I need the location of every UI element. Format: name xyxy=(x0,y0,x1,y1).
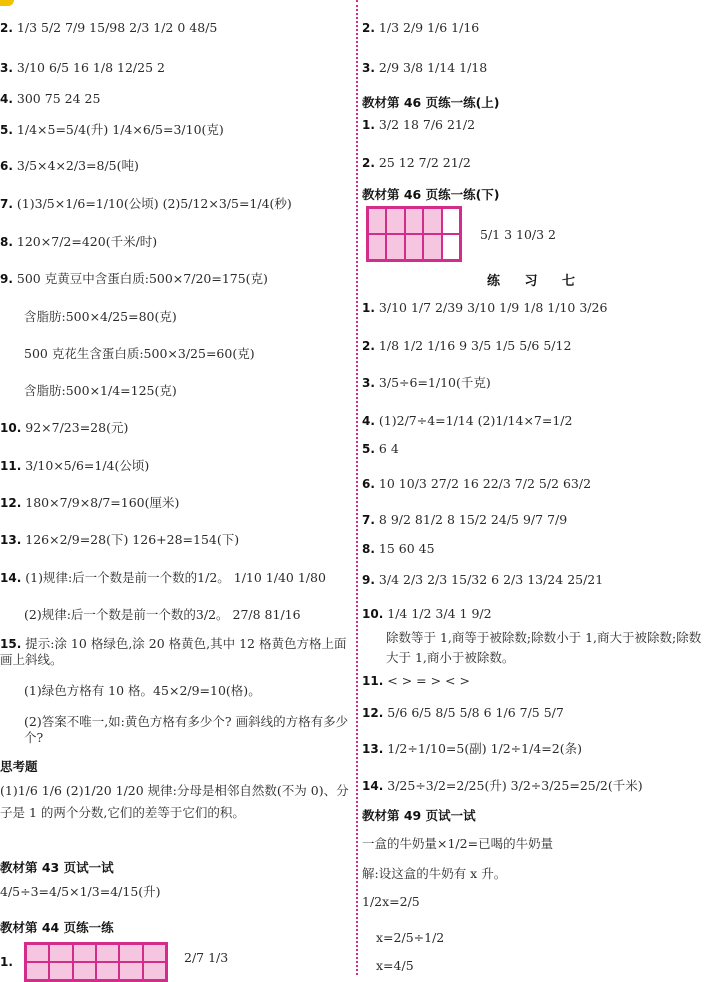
answer-line xyxy=(0,884,352,900)
answer-text: 1/3 2/9 1/6 1/16 xyxy=(378,20,480,35)
answer-text: x=2/5÷1/2 xyxy=(376,930,445,945)
grid-cell xyxy=(26,944,49,962)
answer-text: 3/2 18 7/6 21/2 xyxy=(378,117,476,132)
answer-line xyxy=(0,91,352,107)
section-heading: 思考题 xyxy=(0,759,38,774)
item-number: 8. xyxy=(0,235,13,249)
item-number: 14. xyxy=(362,779,384,793)
answer-text: 2/7 1/3 xyxy=(184,950,229,965)
answer-text: 3/10 6/5 16 1/8 12/25 2 xyxy=(16,60,165,75)
answer-line xyxy=(362,673,710,689)
answer-line xyxy=(362,60,710,76)
item-number: 10. xyxy=(0,421,22,435)
item-number: 4. xyxy=(362,414,375,428)
answer-line xyxy=(362,778,710,794)
answer-line xyxy=(0,271,352,287)
item-number: 2. xyxy=(362,156,375,170)
answer-text: 15 60 45 xyxy=(378,541,435,556)
answer-line xyxy=(24,346,352,362)
answer-text: (1)规律:后一个数是前一个数的1/2。 1/10 1/40 1/80 xyxy=(25,570,326,585)
answer-text: 解:设这盒的牛奶有 x 升。 xyxy=(362,866,507,881)
answer-text: 1/2x=2/5 xyxy=(362,894,420,909)
answer-text: 6 4 xyxy=(378,441,399,456)
answer-line xyxy=(24,607,352,623)
grid-cell xyxy=(423,208,441,234)
answer-line xyxy=(362,338,710,354)
grid-cell xyxy=(143,962,166,980)
grid-cell xyxy=(143,944,166,962)
answer-text: 180×7/9×8/7=160(厘米) xyxy=(25,495,180,510)
answer-line xyxy=(362,541,710,557)
item-number: 7. xyxy=(0,197,13,211)
item-number: 4. xyxy=(0,92,13,106)
section-heading: 教材第 44 页练一练 xyxy=(0,920,114,935)
answer-text: 含脂肪:500×4/25=80(克) xyxy=(24,309,177,324)
answer-text: 25 12 7/2 21/2 xyxy=(378,155,471,170)
answer-text: 5/1 3 10/3 2 xyxy=(480,227,557,242)
grid-cell xyxy=(119,962,142,980)
answer-text: 提示:涂 10 格绿色,涂 20 格黄色,其中 12 格黄色方格上面画上斜线。 xyxy=(0,636,347,667)
answer-line xyxy=(362,20,710,36)
answer-text: 1/4×5=5/4(升) 1/4×6/5=3/10(克) xyxy=(16,122,224,137)
section-heading: 教材第 43 页试一试 xyxy=(0,860,114,875)
answer-line xyxy=(0,495,352,511)
section-heading: 教材第 46 页练一练(下) xyxy=(362,187,500,202)
item-number: 13. xyxy=(0,533,22,547)
answer-text: 1/3 5/2 7/9 15/98 2/3 1/2 0 48/5 xyxy=(16,20,218,35)
answer-line xyxy=(362,572,710,588)
grid-cell xyxy=(368,234,386,260)
answer-line xyxy=(362,705,710,721)
grid-cell xyxy=(386,234,404,260)
item-number: 3. xyxy=(362,61,375,75)
grid-cell xyxy=(49,962,72,980)
section-heading: 教材第 46 页练一练(上) xyxy=(362,95,500,110)
item-number: 2. xyxy=(362,339,375,353)
answer-text: 120×7/2=420(千米/时) xyxy=(16,234,158,249)
answer-text: < > = > < > xyxy=(387,673,470,688)
answer-text: 10 10/3 27/2 16 22/3 7/2 5/2 63/2 xyxy=(378,476,592,491)
item-number: 11. xyxy=(0,459,22,473)
answer-line xyxy=(0,636,352,670)
answer-line xyxy=(24,383,352,399)
grid-cell xyxy=(405,234,423,260)
item-number: 5. xyxy=(362,442,375,456)
grid-cell xyxy=(386,208,404,234)
grid-cell xyxy=(368,208,386,234)
answer-line xyxy=(0,458,352,474)
answer-line xyxy=(362,866,710,882)
answer-text: 3/4 2/3 2/3 15/32 6 2/3 13/24 25/21 xyxy=(378,572,604,587)
exercise-title: 练 习 七 xyxy=(486,274,586,289)
answer-text: (2)规律:后一个数是前一个数的3/2。 27/8 81/16 xyxy=(24,607,301,622)
shaded-grid-figure xyxy=(366,206,462,262)
answer-line xyxy=(362,512,710,528)
answer-line xyxy=(0,20,352,36)
section-heading: 教材第 49 页试一试 xyxy=(362,808,476,823)
answer-text: 3/10×5/6=1/4(公顷) xyxy=(25,458,150,473)
grid-cell xyxy=(73,944,96,962)
answer-text: 92×7/23=28(元) xyxy=(25,420,129,435)
answer-line xyxy=(0,196,352,212)
item-number: 9. xyxy=(0,272,13,286)
answer-line xyxy=(0,780,352,850)
answer-line xyxy=(362,476,710,492)
answer-line xyxy=(0,532,352,548)
answer-line xyxy=(0,122,352,138)
answer-line xyxy=(362,894,710,910)
answer-text: 3/5×4×2/3=8/5(吨) xyxy=(16,158,139,173)
item-number: 9. xyxy=(362,573,375,587)
item-number: 5. xyxy=(0,123,13,137)
answer-text: 除数等于 1,商等于被除数;除数小于 1,商大于被除数;除数大于 1,商小于被除数。 xyxy=(386,630,702,665)
answer-text: 8 9/2 81/2 8 15/2 24/5 9/7 7/9 xyxy=(378,512,568,527)
answer-line xyxy=(0,158,352,174)
answer-line xyxy=(362,836,710,852)
item-number: 6. xyxy=(362,477,375,491)
grid-cell xyxy=(49,944,72,962)
item-number: 12. xyxy=(0,496,22,510)
item-number: 1. xyxy=(362,301,375,315)
answer-text: 500 克花生含蛋白质:500×3/25=60(克) xyxy=(24,346,255,361)
item-number: 14. xyxy=(0,571,22,585)
column-divider xyxy=(356,0,358,975)
item-number: 12. xyxy=(362,706,384,720)
item-number: 7. xyxy=(362,513,375,527)
grid-cell xyxy=(405,208,423,234)
answer-text: (1)绿色方格有 10 格。45×2/9=10(格)。 xyxy=(24,683,261,698)
answer-text: x=4/5 xyxy=(376,958,414,973)
answer-line xyxy=(24,309,352,325)
answer-text: 500 克黄豆中含蛋白质:500×7/20=175(克) xyxy=(16,271,268,286)
answer-line xyxy=(362,413,710,429)
answer-line xyxy=(24,683,352,699)
answer-line xyxy=(362,300,710,316)
answer-line xyxy=(362,117,710,133)
grid-cell xyxy=(26,962,49,980)
answer-line xyxy=(386,628,710,668)
item-number: 10. xyxy=(362,607,384,621)
answer-text: 126×2/9=28(下) 126+28=154(下) xyxy=(25,532,240,547)
answer-text: 一盒的牛奶量×1/2=已喝的牛奶量 xyxy=(362,836,554,851)
answer-text: 3/25÷3/2=2/25(升) 3/2÷3/25=25/2(千米) xyxy=(387,778,643,793)
answer-text: (2)答案不唯一,如:黄色方格有多少个? 画斜线的方格有多少个? xyxy=(24,714,349,745)
answer-text: 1/8 1/2 1/16 9 3/5 1/5 5/6 5/12 xyxy=(378,338,572,353)
item-number: 1. xyxy=(362,118,375,132)
answer-text: 3/5÷6=1/10(千克) xyxy=(378,375,491,390)
answer-line xyxy=(376,930,710,946)
answer-line xyxy=(362,606,710,622)
grid-cell xyxy=(96,944,119,962)
answer-line xyxy=(362,375,710,391)
item-number: 3. xyxy=(362,376,375,390)
answer-line xyxy=(24,714,352,748)
item-number: 2. xyxy=(0,21,13,35)
answer-line xyxy=(0,570,352,586)
item-number: 13. xyxy=(362,742,384,756)
answer-text: 2/9 3/8 1/14 1/18 xyxy=(378,60,488,75)
answer-text: 1/2÷1/10=5(副) 1/2÷1/4=2(条) xyxy=(387,741,582,756)
answer-line xyxy=(0,954,24,970)
grid-cell xyxy=(73,962,96,980)
item-number: 2. xyxy=(362,21,375,35)
corner-tab xyxy=(0,0,14,6)
answer-line xyxy=(376,958,710,974)
grid-cell xyxy=(119,944,142,962)
answer-text: 3/10 1/7 2/39 3/10 1/9 1/8 1/10 3/26 xyxy=(378,300,608,315)
answer-text: (1)2/7÷4=1/14 (2)1/14×7=1/2 xyxy=(378,413,573,428)
item-number: 3. xyxy=(0,61,13,75)
answer-text: (1)3/5×1/6=1/10(公顷) (2)5/12×3/5=1/4(秒) xyxy=(16,196,292,211)
grid-cell xyxy=(96,962,119,980)
answer-line xyxy=(362,155,710,171)
grid-cell xyxy=(442,208,460,234)
answer-text: 4/5÷3=4/5×1/3=4/15(升) xyxy=(0,884,161,899)
answer-text: 5/6 6/5 8/5 5/8 6 1/6 7/5 5/7 xyxy=(387,705,564,720)
answer-text: 含脂肪:500×1/4=125(克) xyxy=(24,383,177,398)
answer-line xyxy=(362,741,710,757)
item-number: 11. xyxy=(362,674,384,688)
shaded-grid-figure xyxy=(24,942,168,982)
answer-text: 300 75 24 25 xyxy=(16,91,101,106)
answer-line xyxy=(0,420,352,436)
answer-text: 1/4 1/2 3/4 1 9/2 xyxy=(387,606,492,621)
answer-text: (1)1/6 1/6 (2)1/20 1/20 规律:分母是相邻自然数(不为 0)、分子是 1 的两个分数,它们的差等于它们的积。 xyxy=(0,783,349,820)
answer-line xyxy=(0,60,352,76)
grid-cell xyxy=(423,234,441,260)
item-number: 1. xyxy=(0,955,13,969)
item-number: 6. xyxy=(0,159,13,173)
grid-cell xyxy=(442,234,460,260)
answer-line xyxy=(362,441,710,457)
item-number: 15. xyxy=(0,637,22,651)
item-number: 8. xyxy=(362,542,375,556)
answer-line xyxy=(0,234,352,250)
